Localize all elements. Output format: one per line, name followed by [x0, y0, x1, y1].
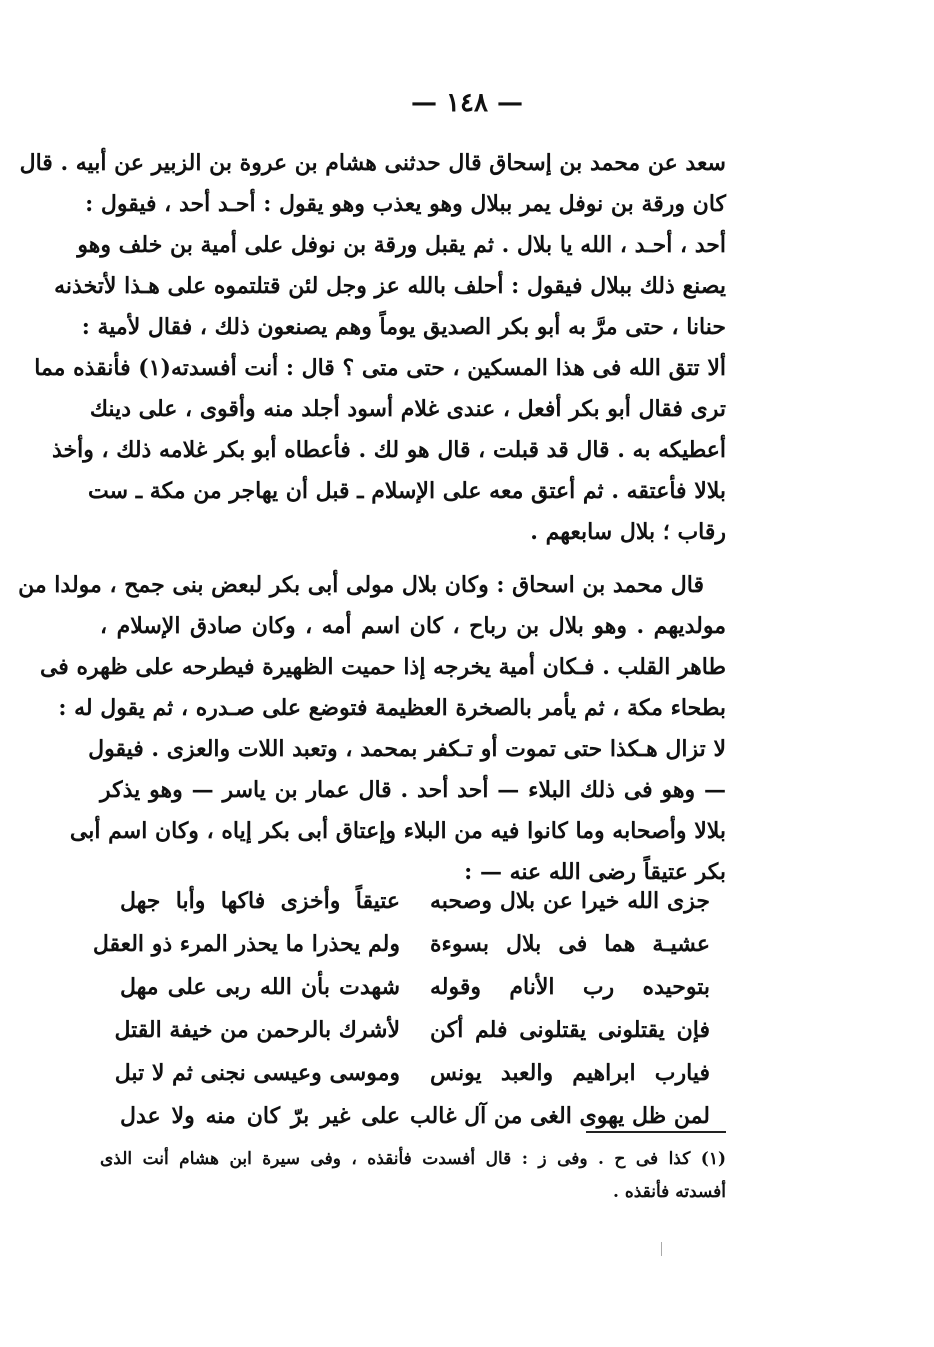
verse-first-half: فإن يقتلونى يقتلونى فلم أكن [430, 1017, 710, 1043]
body-text [18, 143, 726, 893]
poem-verse [120, 966, 710, 1009]
text-line: حنانا ، حتى مرَّ به أبو بكر الصديق يوماً وهم يصنعون ذلك ، فقال لأمية : [81, 314, 726, 340]
text-line: بلالا فأعتقه . ثم أعتق معه على الإسلام ـ قبل أن يهاجر من مكة ـ ست [88, 478, 726, 504]
scan-speck [661, 1242, 662, 1256]
text-line: ألا تتق الله فى هذا المسكين ، حتى متى ؟ قال : أنت أفسدته(١) فأنقذه مما [34, 355, 726, 381]
text-line: لا تزال هـكذا حتى تموت أو تـكفر بمحمد ، وتعبد اللات والعزى . فيقول [88, 736, 726, 762]
verse-first-half: جزى الله خيرا عن بلال وصحبه [430, 888, 710, 914]
footnote-line: أفسدته فأنقذه . [612, 1182, 726, 1202]
page-number: — ١٤٨ — [410, 88, 524, 118]
poem [92, 880, 710, 1138]
text-line: كان ورقة بن نوفل يمر ببلال وهو يعذب وهو يقول : أحـد أحد ، فيقول : [85, 191, 726, 217]
text-line: رقاب ؛ بلال سابعهم . [530, 519, 726, 545]
text-line: مولديهم . وهو بلال بن رباح ، كان اسم أمه ، وكان صادق الإسلام ، [100, 613, 726, 639]
verse-second-half: لأشرك بالرحمن من خيفة القتل [114, 1017, 400, 1043]
text-line: بطحاء مكة ، ثم يأمر بالصخرة العظيمة فتوضع على صـدره ، ثم يقول له : [58, 695, 726, 721]
footnotes [100, 1143, 726, 1209]
paragraph-gap [100, 553, 726, 565]
verse-second-half: شهدت بأن الله ربى على مهل [120, 974, 400, 1000]
text-line: سعد عن محمد بن إسحاق قال حدثنى هشام بن عروة بن الزبير عن أبيه . قال [19, 150, 726, 176]
footnote-line: (١) كذا فى ح . وفى ز : قال أفسدت فأنقذه ، وفى سيرة ابن هشام أنت الذى [100, 1149, 726, 1169]
verse-second-half: على غير برّ كان منه ولا عدل [120, 1103, 400, 1129]
verse-second-half: وموسى وعيسى نجنى ثم لا تبل [114, 1060, 400, 1086]
verse-second-half: ولم يحذرا ما يحذر المرء ذو العقل [92, 931, 400, 957]
text-line: — وهو فى ذلك البلاء — أحد أحد . قال عمار بن ياسر — وهو يذكر [100, 777, 726, 803]
text-line: ترى فقال أبو بكر أفعل ، عندى غلام أسود أجلد منه وأقوى ، على دينك [89, 396, 726, 422]
poem-verse [114, 1009, 710, 1052]
text-line: قال محمد بن اسحاق : وكان بلال مولى أبى بكر لبعض بنى جمح ، مولدا من [18, 572, 704, 598]
verse-first-half: عشيـة هما فى بلال بسوءة [430, 931, 710, 957]
text-line: يصنع ذلك ببلال فيقول : أحلف بالله عز وجل لئن قتلتموه على هـذا لأتخذنه [54, 273, 726, 299]
poem-verse [92, 923, 710, 966]
verse-first-half: بتوحيده رب الأنام وقوله [430, 974, 710, 1000]
poem-verse [120, 880, 710, 923]
verse-second-half: عتيقاً وأخزى فاكها وأبا جهل [120, 888, 400, 914]
footnote-divider [586, 1131, 726, 1133]
verse-first-half: لمن ظل يهوى الغى من آل غالب [409, 1103, 710, 1129]
text-line: بكر عتيقاً رضى الله عنه — : [464, 859, 726, 885]
text-line: أحد ، أحـد ، الله يا بلال . ثم يقبل ورقة بن نوفل على أمية بن خلف وهو [77, 232, 726, 258]
text-line: طاهر القلب . فـكان أمية يخرجه إذا حميت الظهيرة فيطرحه على ظهره فى [39, 654, 726, 680]
verse-first-half: فيارب ابراهيم والعبد يونس [430, 1060, 710, 1086]
text-line: بلالا وأصحابه وما كانوا فيه من البلاء وإعتاق أبى بكر إياه ، وكان اسم أبى [69, 818, 726, 844]
text-line: أعطيكه به . قال قد قبلت ، قال هو لك . فأعطاه أبو بكر غلامه ذلك ، وأخذ [51, 437, 726, 463]
poem-verse [114, 1052, 710, 1095]
